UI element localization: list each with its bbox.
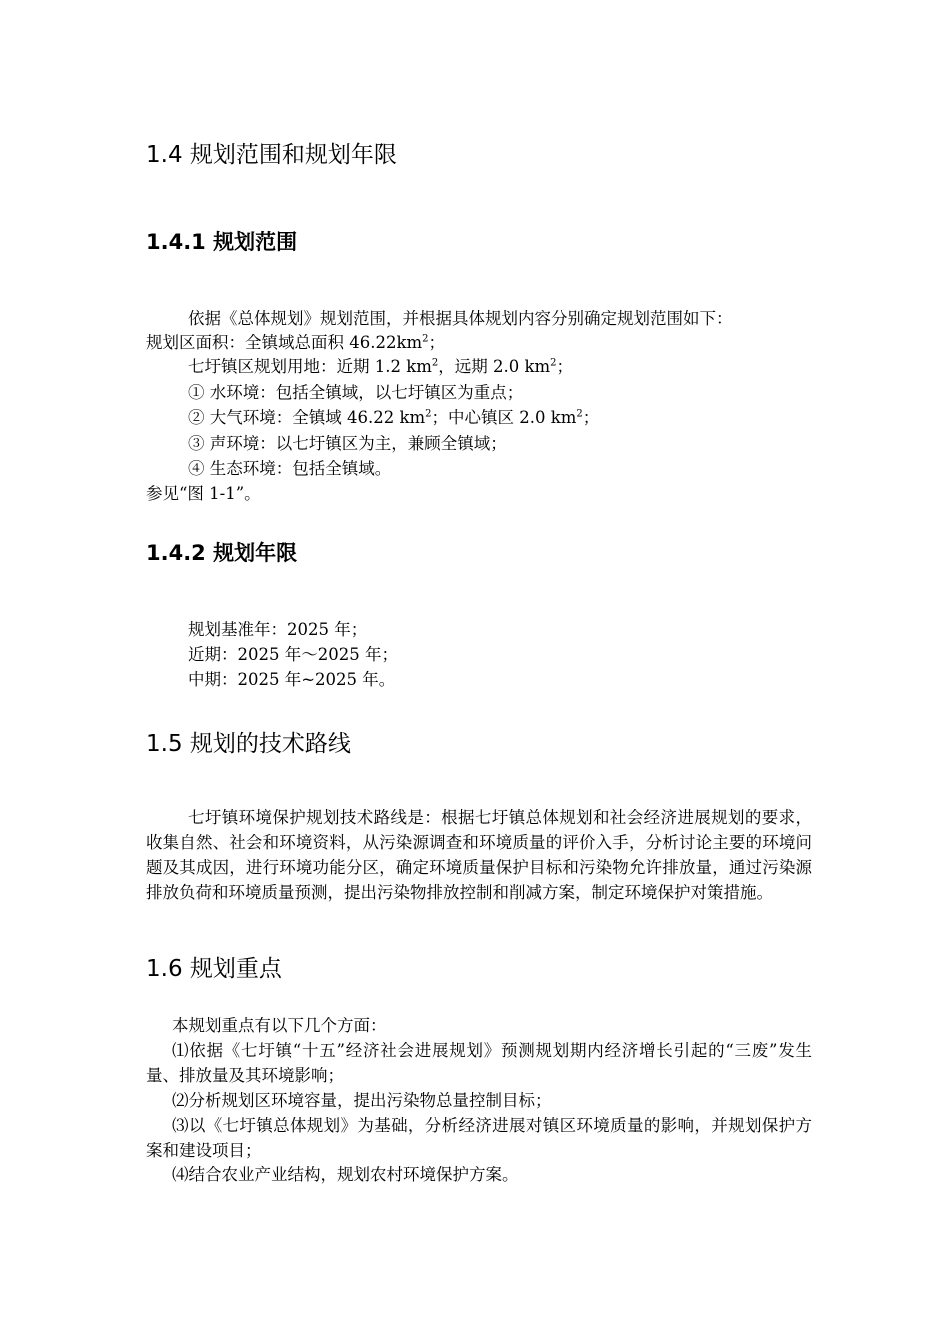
scope-item-water: ① 水环境：包括全镇域，以七圩镇区为重点； xyxy=(188,383,524,402)
section-1-4-heading: 1.4 规划范围和规划年限 xyxy=(146,142,397,168)
section-1-5-heading: 1.5 规划的技术路线 xyxy=(146,731,351,757)
focus-point-1: ⑴依据《七圩镇“十五”经济社会进展规划》预测规划期内经济增长引起的“三废”发生量、排放量及其环境影响； xyxy=(146,1041,812,1085)
scope-area: 规划区面积：全镇域总面积 $46.22km^2$； xyxy=(146,333,446,352)
scope-figure-ref: 参见“图 1-1”。 xyxy=(146,484,261,503)
scope-town-land: 七圩镇区规划用地：近期 1.2 $km^2$，远期 2.0 $km^2$； xyxy=(188,357,573,376)
term-base-year: 规划基准年：2025 年； xyxy=(188,620,368,639)
section-1-4-2-heading: 1.4.2 规划年限 xyxy=(146,541,298,565)
scope-item-sound: ③ 声环境：以七圩镇区为主，兼顾全镇域； xyxy=(188,434,507,453)
focus-point-2: ⑵分析规划区环境容量，提出污染物总量控制目标； xyxy=(172,1091,552,1110)
section-1-6-heading: 1.6 规划重点 xyxy=(146,956,282,982)
section-1-4-1-heading: 1.4.1 规划范围 xyxy=(146,230,298,254)
scope-item-air: ② 大气环境：全镇域 46.22 $km^2$；中心镇区 2.0 $km^2$； xyxy=(188,408,600,427)
scope-intro: 依据《总体规划》规划范围，并根据具体规划内容分别确定规划范围如下： xyxy=(188,309,733,328)
focus-point-4: ⑷结合农业产业结构，规划农村环境保护方案。 xyxy=(172,1165,519,1184)
tech-route-paragraph: 七圩镇环境保护规划技术路线是：根据七圩镇总体规划和社会经济进展规划的要求，收集自然、社会和环境资料，从污染源调查和环境质量的评价入手，分析讨论主要的环境问题及其成因，进行环境功能分区，确定环境质量保护目标和污染物允许排放量，通过污染源排放负荷和环境质量预测，提出污染物排放控制和削减方案，制定环境保护对策措施。 xyxy=(146,808,812,902)
term-near: 近期：2025 年～2025 年； xyxy=(188,645,398,664)
term-mid: 中期：2025 年~2025 年。 xyxy=(188,670,396,689)
focus-intro: 本规划重点有以下几个方面： xyxy=(172,1016,387,1035)
focus-point-3: ⑶以《七圩镇总体规划》为基础，分析经济进展对镇区环境质量的影响，并规划保护方案和建设项目； xyxy=(146,1116,812,1160)
scope-item-ecology: ④ 生态环境：包括全镇域。 xyxy=(188,459,392,478)
